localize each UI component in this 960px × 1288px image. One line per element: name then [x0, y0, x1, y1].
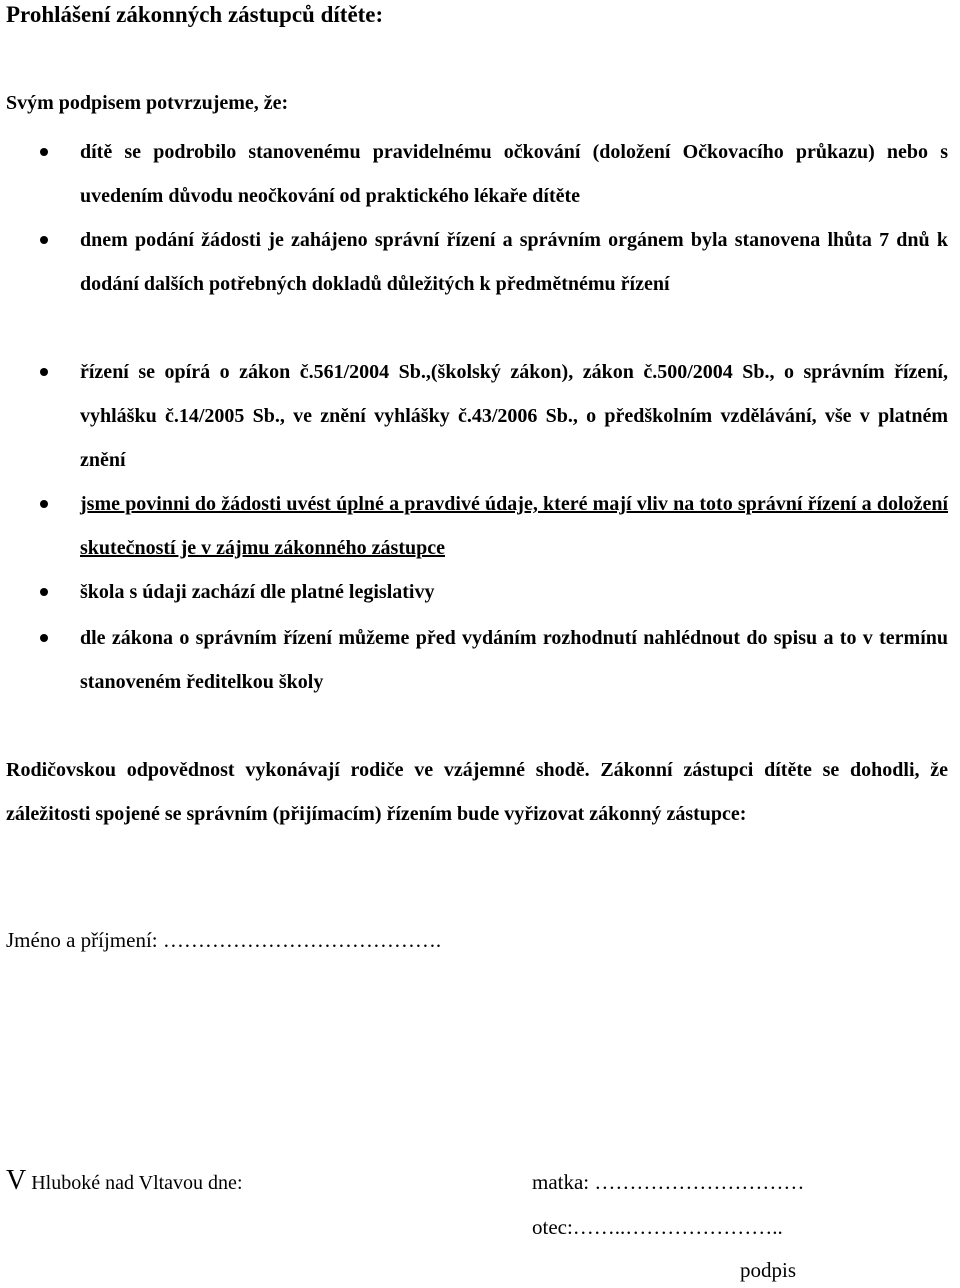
- bullet-icon: [40, 236, 48, 244]
- list-item-text: dnem podání žádosti je zahájeno správní řízení a správním orgánem byla stanovena lhůta 7 dnů k dodání dalších potřebných dokladů důležitých k předmětnému řízení: [80, 229, 948, 295]
- list-item-text: škola s údaji zachází dle platné legislativy: [80, 581, 435, 603]
- place-date-line: [6, 1165, 243, 1197]
- responsibility-paragraph: Rodičovskou odpovědnost vykonávají rodiče ve vzájemné shodě. Zákonní zástupci dítěte se dohodli, že záležitosti spojené se správním (přijímacím) řízením bude vyřizovat zákonný zástupce:: [6, 759, 948, 825]
- place-initial: V: [6, 1165, 27, 1196]
- bullet-icon: [40, 500, 48, 508]
- intro-text: Svým podpisem potvrzujeme, že:: [6, 92, 289, 114]
- place-text: Hluboké nad Vltavou dne:: [26, 1172, 243, 1194]
- bullet-icon: [40, 634, 48, 642]
- list-item-text: jsme povinni do žádosti uvést úplné a pravdivé údaje, které mají vliv na toto správní řízení a doložení skutečností je v zájmu zákonného zástupce: [80, 493, 948, 559]
- list-item-text: dítě se podrobilo stanovenému pravidelnému očkování (doložení Očkovacího průkazu) nebo s uvedením důvodu neočkování od praktického lékaře dítěte: [80, 141, 948, 207]
- signature-label: podpis: [740, 1258, 797, 1282]
- document-title: Prohlášení zákonných zástupců dítěte:: [6, 2, 384, 27]
- list-item-text: řízení se opírá o zákon č.561/2004 Sb.,(školský zákon), zákon č.500/2004 Sb., o správním řízení, vyhlášku č.14/2005 Sb., ve znění vyhlášky č.43/2006 Sb., o předškolním vzdělávání, vše v platném znění: [80, 361, 948, 471]
- mother-signature-line: matka: …………………………: [532, 1170, 805, 1194]
- name-field-line: Jméno a příjmení: ………………………………….: [6, 928, 442, 952]
- bullet-icon: [40, 368, 48, 376]
- list-item-text: dle zákona o správním řízení můžeme před vydáním rozhodnutí nahlédnout do spisu a to v termínu stanoveném ředitelkou školy: [80, 627, 948, 693]
- bullet-icon: [40, 588, 48, 596]
- bullet-icon: [40, 148, 48, 156]
- father-signature-line: otec:……..…………………..: [532, 1215, 783, 1239]
